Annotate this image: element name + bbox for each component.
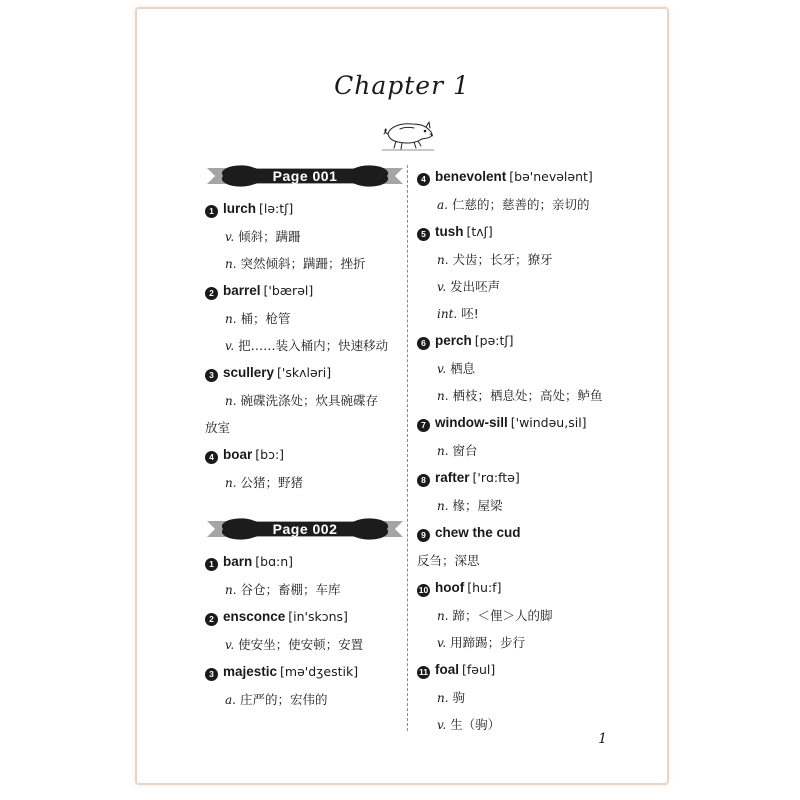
numbered-circle-icon: 8: [417, 474, 430, 487]
numbered-circle-icon: 7: [417, 419, 430, 432]
section-banner-label: Page 002: [272, 521, 338, 537]
part-of-speech: v.: [437, 362, 447, 376]
entry-word: boar: [223, 447, 253, 462]
vocab-entry: [417, 464, 617, 519]
entry-word: majestic: [223, 664, 278, 679]
numbered-circle-icon: 5: [417, 228, 430, 241]
vocab-entry: [205, 277, 405, 359]
right-column: [417, 163, 617, 738]
entry-definition: [417, 602, 617, 629]
numbered-circle-icon: 2: [205, 613, 218, 626]
entry-definition: [417, 300, 617, 327]
definition-text: 公猪；野猪: [240, 475, 304, 490]
vocab-entry: [417, 327, 617, 409]
entry-word: barn: [223, 554, 253, 569]
numbered-circle-icon: 4: [205, 451, 218, 464]
definition-text: 发出呸声: [450, 279, 501, 294]
definition-text: 仁慈的；慈善的；亲切的: [451, 197, 590, 212]
entry-definition: [205, 686, 405, 713]
entry-definition: [417, 246, 617, 273]
part-of-speech: v.: [225, 638, 235, 652]
part-of-speech: n.: [225, 312, 237, 326]
vocab-entry: [417, 163, 617, 218]
vocab-entry: [205, 658, 405, 713]
entry-phonetic: [in'skɔns]: [288, 609, 348, 624]
part-of-speech: a.: [225, 693, 236, 707]
part-of-speech: n.: [437, 444, 449, 458]
entry-definition: [417, 629, 617, 656]
part-of-speech: n.: [437, 609, 449, 623]
vocab-entry: [205, 195, 405, 277]
entry-definition: [205, 305, 405, 332]
vocab-entry: [417, 409, 617, 464]
entry-word: scullery: [223, 365, 275, 380]
numbered-circle-icon: 10: [418, 585, 429, 595]
entry-phonetic: [pə:tʃ]: [474, 333, 514, 348]
definition-text: 呸!: [461, 306, 479, 321]
pig-illustration-icon: [380, 112, 436, 152]
part-of-speech: n.: [437, 499, 449, 513]
section-banner: [205, 165, 405, 187]
entry-definition: [205, 576, 405, 603]
numbered-circle-icon: 4: [417, 173, 430, 186]
definition-text: 放室: [205, 420, 231, 435]
entry-phonetic: ['skʌləri]: [277, 365, 332, 380]
numbered-circle-icon: 6: [417, 337, 430, 350]
section-banner: [205, 518, 405, 540]
vocab-entry: [417, 574, 617, 656]
entry-word: barrel: [223, 283, 261, 298]
entry-definition: [417, 191, 617, 218]
vocab-entry: [205, 441, 405, 496]
definition-text: 把……装入桶内；快速移动: [238, 338, 389, 353]
numbered-circle-icon: 1: [205, 205, 218, 218]
entry-word: benevolent: [435, 169, 507, 184]
definition-text: 碗碟洗涤处；炊具碗碟存: [240, 393, 379, 408]
entry-phonetic: ['windəu,sil]: [510, 415, 587, 430]
part-of-speech: n.: [225, 476, 237, 490]
definition-text: 椽；屋梁: [452, 498, 503, 513]
entry-word: tush: [435, 224, 464, 239]
part-of-speech: int.: [437, 307, 458, 321]
entry-word: window-sill: [435, 415, 508, 430]
vocab-entry: [205, 359, 405, 441]
definition-text: 蹄；＜俚＞人的脚: [452, 608, 553, 623]
definition-text: 桶；枪管: [240, 311, 291, 326]
entry-definition: [417, 684, 617, 711]
definition-text: 庄严的；宏伟的: [239, 692, 328, 707]
entry-word: perch: [435, 333, 472, 348]
part-of-speech: a.: [437, 198, 448, 212]
definition-text: 使安坐；使安顿；安置: [238, 637, 364, 652]
entry-word: foal: [435, 662, 460, 677]
column-divider: [407, 165, 408, 731]
part-of-speech: n.: [437, 253, 449, 267]
vocab-entry: [417, 218, 617, 327]
entry-phonetic: [mə'dʒestik]: [280, 664, 359, 679]
entry-definition: [417, 355, 617, 382]
entry-definition: [205, 223, 405, 250]
entry-definition: [205, 332, 405, 359]
definition-text: 反刍；深思: [417, 553, 480, 568]
vocab-entry: [205, 603, 405, 658]
part-of-speech: v.: [225, 339, 235, 353]
numbered-circle-icon: 2: [205, 287, 218, 300]
entry-definition: [205, 387, 405, 414]
left-column: [205, 163, 405, 713]
definition-text: 栖息: [450, 361, 476, 376]
entry-word: ensconce: [223, 609, 286, 624]
entry-phonetic: ['bærəl]: [263, 283, 314, 298]
page-number: 1: [598, 731, 607, 747]
entry-word: hoof: [435, 580, 465, 595]
vocab-entry: [417, 656, 617, 738]
part-of-speech: n.: [437, 691, 449, 705]
entry-phonetic: [tʌʃ]: [466, 224, 493, 239]
entry-word: lurch: [223, 201, 257, 216]
entry-definition-continued: [205, 414, 405, 441]
part-of-speech: v.: [437, 636, 447, 650]
entry-word: chew the cud: [435, 525, 521, 540]
definition-text: 窗台: [452, 443, 478, 458]
part-of-speech: v.: [225, 230, 235, 244]
part-of-speech: n.: [225, 583, 237, 597]
book-page: [137, 9, 667, 783]
entry-definition: [205, 250, 405, 277]
definition-text: 谷仓；畜棚；车库: [240, 582, 341, 597]
part-of-speech: v.: [437, 280, 447, 294]
numbered-circle-icon: 1: [205, 558, 218, 571]
entry-definition: [417, 492, 617, 519]
entry-phonetic: [hu:f]: [467, 580, 502, 595]
entry-definition: [205, 469, 405, 496]
entry-phonetic: ['rɑ:ftə]: [472, 470, 520, 485]
definition-text: 倾斜；蹒跚: [238, 229, 301, 244]
definition-text: 突然倾斜；蹒跚；挫折: [240, 256, 366, 271]
part-of-speech: v.: [437, 718, 447, 732]
numbered-circle-icon: 11: [419, 667, 428, 677]
part-of-speech: n.: [225, 394, 237, 408]
chapter-title: Chapter 1: [334, 71, 470, 100]
entry-definition: [417, 547, 617, 574]
numbered-circle-icon: 9: [417, 529, 430, 542]
entry-word: rafter: [435, 470, 470, 485]
entry-phonetic: [bɔ:]: [255, 447, 285, 462]
definition-text: 用蹄踢；步行: [450, 635, 526, 650]
entry-definition: [417, 273, 617, 300]
definition-text: 驹: [452, 690, 466, 705]
numbered-circle-icon: 3: [205, 369, 218, 382]
entry-phonetic: [bɑ:n]: [255, 554, 294, 569]
part-of-speech: n.: [437, 389, 449, 403]
entry-phonetic: [fəul]: [462, 662, 496, 677]
section-banner-label: Page 001: [272, 168, 338, 184]
definition-text: 生（驹）: [450, 717, 501, 732]
numbered-circle-icon: 3: [205, 668, 218, 681]
vocab-entry: [417, 519, 617, 574]
entry-phonetic: [lə:tʃ]: [259, 201, 294, 216]
entry-definition: [417, 437, 617, 464]
entry-definition: [417, 711, 617, 738]
vocab-entry: [205, 548, 405, 603]
entry-definition: [417, 382, 617, 409]
definition-text: 栖枝；栖息处；高处；鲈鱼: [452, 388, 603, 403]
definition-text: 犬齿；长牙；獠牙: [452, 252, 553, 267]
part-of-speech: n.: [225, 257, 237, 271]
entry-phonetic: [bə'nevələnt]: [509, 169, 593, 184]
entry-definition: [205, 631, 405, 658]
